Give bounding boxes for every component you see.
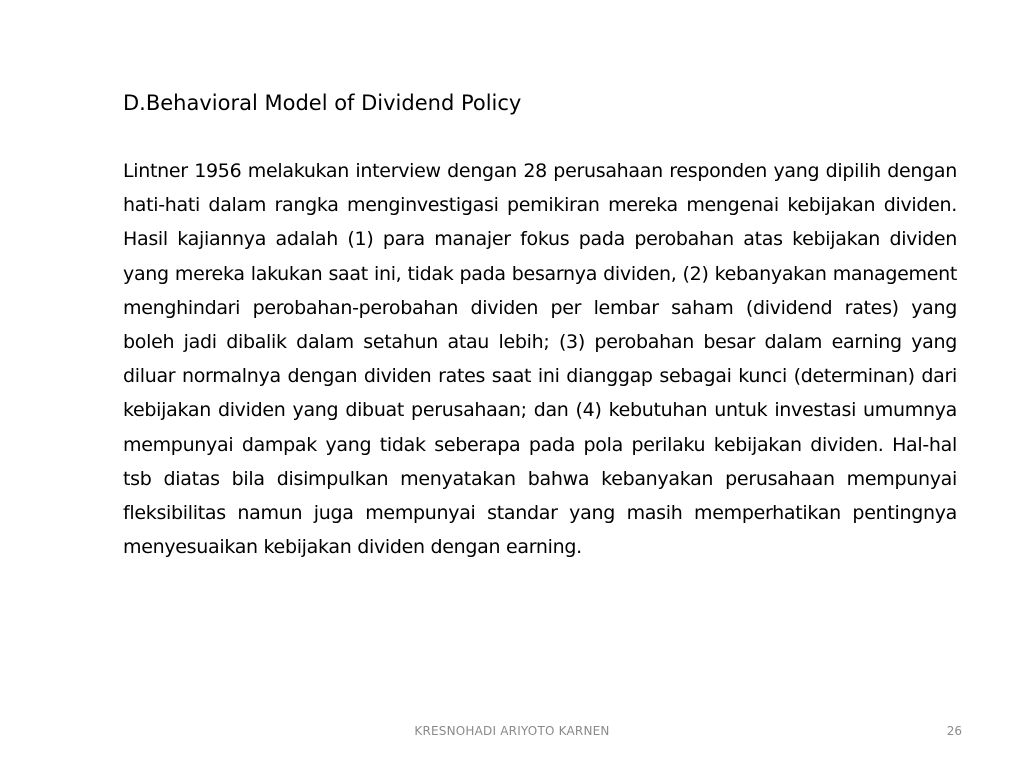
- slide-body-paragraph: Lintner 1956 melakukan interview dengan 28 perusahaan responden yang dipilih dengan hati-hati dalam rangka menginvestigasi pemikiran mereka mengenai kebijakan dividen. Hasil kajiannya adalah (1) para manajer fokus pada perobahan atas kebijakan dividen yang mereka lakukan saat ini, tidak pada besarnya dividen, (2) kebanyakan management menghindari perobahan-perobahan dividen per lembar saham (dividend rates) yang boleh jadi dibalik dalam setahun atau lebih; (3) perobahan besar dalam earning yang diluar normalnya dengan dividen rates saat ini dianggap sebagai kunci (determinan) dari kebijakan dividen yang dibuat perusahaan; dan (4) kebutuhan untuk investasi umumnya mempunyai dampak yang tidak seberapa pada pola perilaku kebijakan dividen. Hal-hal tsb diatas bila disimpulkan menyatakan bahwa kebanyakan perusahaan mempunyai fleksibilitas namun juga mempunyai standar yang masih memperhatikan pentingnya menyesuaikan kebijakan dividen dengan earning.: [123, 160, 957, 559]
- footer-author: KRESNOHADI ARIYOTO KARNEN: [414, 724, 610, 738]
- page-number: 26: [946, 724, 962, 738]
- slide-heading: D.Behavioral Model of Dividend Policy: [123, 91, 522, 115]
